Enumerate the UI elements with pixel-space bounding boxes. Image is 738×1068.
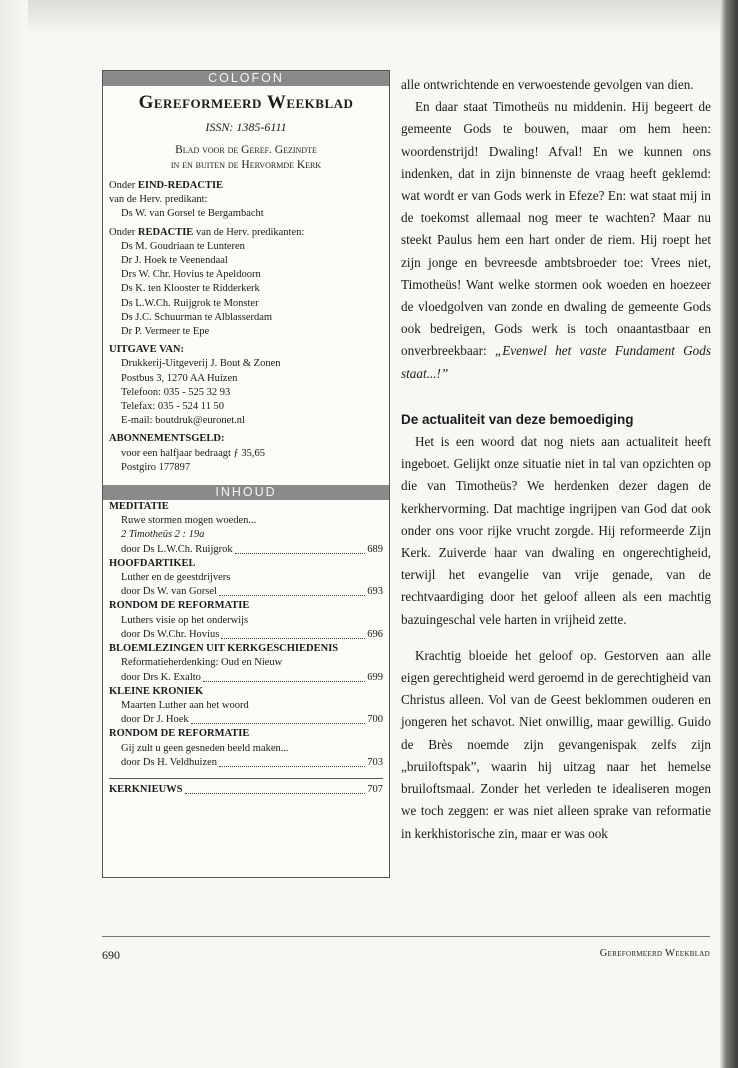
colofon-header: COLOFON	[103, 71, 389, 86]
toc-entry[interactable]	[109, 585, 383, 599]
toc-entry-kerknieuws[interactable]	[109, 778, 383, 797]
leader-dots	[185, 783, 366, 794]
redactie-prefix: Onder	[109, 226, 136, 238]
subtitle	[103, 143, 389, 173]
toc-item-title: Maarten Luther aan het woord	[121, 699, 249, 711]
leader-dots	[221, 628, 365, 639]
toc-author: door Dr J. Hoek	[121, 714, 189, 726]
section-heading: De actualiteit van deze bemoediging	[401, 411, 634, 427]
toc-page: 696	[367, 628, 383, 640]
uitgave-line: Drukkerij-Uitgeverij J. Bout & Zonen	[121, 358, 281, 370]
footer-rule	[102, 936, 710, 937]
eindredactie-sub: van de Herv. predikant:	[109, 194, 208, 206]
toc-section-head: BLOEMLEZINGEN UIT KERKGESCHIEDENIS	[109, 643, 339, 655]
toc-page: 700	[367, 714, 383, 726]
leader-dots	[191, 713, 366, 724]
uitgave-line: Telefax: 035 - 524 11 50	[121, 401, 224, 413]
paragraph-gap	[401, 631, 711, 645]
toc-entry[interactable]	[109, 671, 383, 685]
redactie-member: Ds L.W.Ch. Ruijgrok te Monster	[121, 297, 259, 309]
email-line: E-mail: boutdruk@euronet.nl	[121, 415, 245, 427]
toc-section-head: KLEINE KRONIEK	[109, 685, 204, 697]
toc-section-head: HOOFDARTIKEL	[109, 557, 196, 569]
toc-section-head: KERKNIEUWS	[109, 783, 183, 795]
toc-item-title: Ruwe stormen mogen woeden...	[121, 515, 257, 527]
eindredactie-name: Ds W. van Gorsel te Bergambacht	[121, 208, 264, 220]
toc-item-title: Reformatieherdenking: Oud en Nieuw	[121, 657, 283, 669]
toc-section-head: RONDOM DE REFORMATIE	[109, 600, 250, 612]
toc-author: door Ds H. Veldhuizen	[121, 756, 218, 768]
toc-item-scripture: 2 Timotheüs 2 : 19a	[121, 529, 205, 541]
article-paragraph	[401, 96, 711, 385]
article-paragraph: Het is een woord dat nog niets aan actualiteit heeft ingeboet. Gelijkt onze situatie niet in tal van opzichten op die van Timotheüs? We herdenken dezer dagen de kerkhervorming. Dat machtige ingrijpen van God dat ook onder ons voor rijke vrucht zorgde. Hij reformeerde Zijn Kerk. Zuiverde haar van dwaling en ongerechtigheid, terwijl het evangelie van vrije genade, van de rechtvaardiging door het geloof alleen als een machtig bazuingeschal vele harten in vrijheid zette.	[401, 434, 711, 627]
toc-entry[interactable]	[109, 543, 383, 557]
table-of-contents	[103, 500, 389, 797]
toc-page: 703	[367, 756, 383, 768]
redactie-member: Ds K. ten Klooster te Ridderkerk	[121, 283, 260, 295]
toc-page: 693	[367, 586, 383, 598]
colofon-box	[102, 70, 390, 878]
uitgave-section	[103, 343, 389, 428]
redactie-member: Drs W. Chr. Hovius te Apeldoorn	[121, 269, 261, 281]
leader-dots	[235, 543, 366, 554]
magazine-title: Gereformeerd Weekblad	[138, 92, 354, 113]
redactie-member: Dr P. Vermeer te Epe	[121, 326, 210, 338]
toc-author: door Ds W.Chr. Hovius	[121, 628, 220, 640]
uitgave-line: Telefoon: 035 - 525 32 93	[121, 386, 231, 398]
toc-item-title: Luther en de geestdrijvers	[121, 572, 231, 584]
toc-author: door Drs K. Exalto	[121, 671, 201, 683]
redactie-label: REDACTIE	[137, 226, 194, 238]
abonnement-label: ABONNEMENTSGELD:	[109, 433, 225, 445]
article-paragraph: Krachtig bloeide het geloof op. Gestorven aan alle eigen gerechtigheid werd geroemd in de gerechtigheid van Christus alleen. Vol van de Geest beklommen ouderen en jongeren het schavot. Niet onwillig, maar gewillig. Guido de Brès noemde zijn gevangenispak zelfs zijn „bruiloftspak”, waarin hij uitzag naar het hemelse bruiloftsmaal. Zonder het verleden te idealiseren mogen we toch zeggen: er was niet alleen sprake van reformatie in kerkhistorische zin, maar er was ook	[401, 647, 711, 841]
page-top-shadow	[0, 0, 738, 36]
article-paragraph: alle ontwrichtende en verwoestende gevolgen van dien.	[401, 77, 694, 92]
redactie-section	[103, 226, 389, 340]
paragraph-text: En daar staat Timotheüs nu middenin. Hij begeert de gemeente Gods te bouwen, maar om hem heen: woordenstrijd! Dwaling! Afval! En we kunnen ons indenken, dat in zijn binnenste de vraag heeft geklemd: wat wordt er van Gods werk in Efeze? En: wat staat mij in de toekomst allemaal nog meer te wachten? Maar nu steekt Paulus hem een hart onder de riem. Hij roept het zijn jonge en bevreesde ambtsbroeder toe: Vrees niet, Timotheüs! Want welke stormen ook woeden en hoezeer de vloedgolven van zonde en dwaling de gemeente Gods ook bedreigen, Gods werk is toch onaantastbaar en onverbreekbaar:	[401, 99, 711, 359]
toc-item-title: Gij zult u geen gesneden beeld maken...	[121, 742, 289, 754]
uitgave-line: Postbus 3, 1270 AA Huizen	[121, 372, 238, 384]
redactie-member: Ds J.C. Schuurman te Alblasserdam	[121, 311, 273, 323]
leader-dots	[203, 671, 365, 682]
toc-author: door Ds W. van Gorsel	[121, 586, 217, 598]
uitgave-label: UITGAVE VAN:	[109, 344, 184, 356]
toc-entry[interactable]	[109, 713, 383, 727]
abonnement-line: voor een halfjaar bedraagt ƒ 35,65	[121, 447, 266, 459]
page-gutter	[0, 0, 28, 1068]
leader-dots	[219, 756, 365, 767]
eindredactie-prefix: Onder	[109, 180, 136, 191]
redactie-member: Ds M. Goudriaan te Lunteren	[121, 240, 245, 252]
eindredactie-section	[103, 179, 389, 222]
page-number: 690	[102, 948, 120, 962]
toc-section-head: RONDOM DE REFORMATIE	[109, 728, 250, 740]
toc-item-title: Luthers visie op het onderwijs	[121, 614, 249, 626]
abonnement-section	[103, 432, 389, 475]
redactie-member: Dr J. Hoek te Veenendaal	[121, 255, 228, 267]
toc-section-head: MEDITATIE	[109, 501, 169, 513]
running-title: Gereformeerd Weekblad	[599, 948, 710, 959]
page-edge-shadow	[720, 0, 738, 1068]
toc-author: door Ds L.W.Ch. Ruijgrok	[121, 543, 233, 555]
toc-page: 707	[367, 783, 383, 795]
toc-page: 699	[367, 671, 383, 683]
toc-entry[interactable]	[109, 756, 383, 770]
scripture-quote: „Evenwel het vaste Fundament Gods staat...!”	[401, 343, 712, 381]
issn: ISSN: 1385-6111	[205, 120, 287, 134]
article-column	[401, 74, 711, 845]
toc-entry[interactable]	[109, 628, 383, 642]
subtitle-line-1: Blad voor de Geref. Gezindte	[175, 144, 317, 156]
eindredactie-label: EIND-REDACTIE	[137, 180, 224, 191]
toc-page: 689	[367, 543, 383, 555]
subtitle-line-2: in en buiten de Hervormde Kerk	[170, 159, 322, 171]
postgiro-line: Postgiro 177897	[121, 461, 191, 473]
leader-dots	[219, 585, 365, 596]
redactie-suffix: van de Herv. predikanten:	[195, 226, 305, 238]
inhoud-header: INHOUD	[103, 485, 389, 500]
